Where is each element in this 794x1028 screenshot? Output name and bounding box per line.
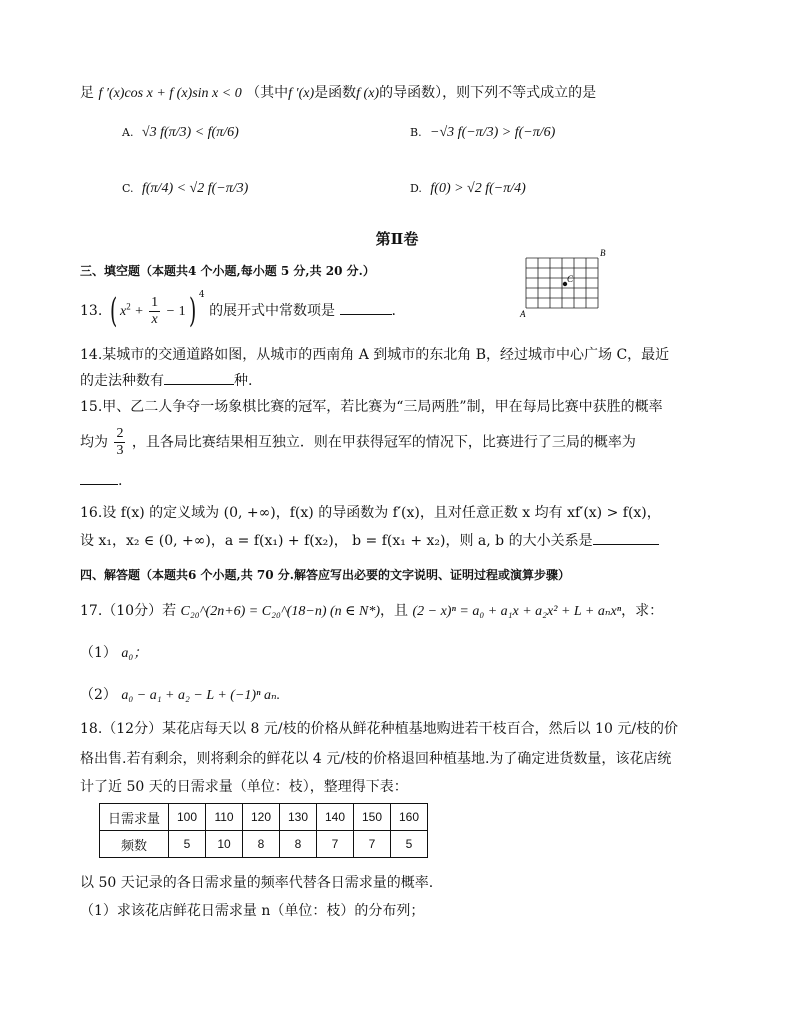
table-cell: 5: [391, 831, 428, 858]
label-a: A: [520, 309, 526, 318]
table-cell: 160: [391, 804, 428, 831]
q18-line-2: 格出售.若有剩余，则将剩余的鲜花以 4 元/枝的价格退回种植基地.为了确定进货数量，该花店统: [80, 751, 672, 767]
answer-blank-14[interactable]: [164, 370, 234, 385]
table-cell: 120: [243, 804, 280, 831]
table-row-frequency: [100, 831, 428, 858]
table-cell: 130: [280, 804, 317, 831]
q18-line-1: 18.（12分）某花店每天以 8 元/枝的价格从鲜花种植基地购进若干枝百合，然后以 10 元/枝的价: [80, 721, 679, 737]
table-cell: 140: [317, 804, 354, 831]
q17-expansion: (2 − x)ⁿ = a₀ + a₁x + a₂x² + L + aₙxⁿ: [412, 604, 622, 619]
road-grid-figure: [518, 248, 608, 318]
table-cell: 10: [206, 831, 243, 858]
q17-condition: C₂₀^(2n+6) = C₂₀^(18−n) (n ∈ N*): [180, 604, 381, 619]
q12-condition-formula: f ′(x)cos x + f (x)sin x < 0: [98, 86, 242, 101]
q16-line-1: 16.设 f(x) 的定义域为 (0, +∞)，f(x) 的导函数为 f′(x)，且对任意正数 x 均有 xf′(x) > f(x)，: [80, 505, 661, 521]
q12-condition-line: 足 f ′(x)cos x + f (x)sin x < 0 （其中f ′(x)是函数f (x)的导函数），则下列不等式成立的是: [80, 85, 597, 101]
option-a-text: √3 f(π/3) < f(π/6): [141, 125, 239, 140]
table-cell: 7: [317, 831, 354, 858]
table-header-demand: 日需求量: [100, 804, 169, 831]
option-c: C. f(π/4) < √2 f(−π/3): [122, 181, 249, 196]
option-b: B. −√3 f(−π/3) > f(−π/6): [410, 125, 556, 140]
table-cell: 5: [169, 831, 206, 858]
section-title: 第Ⅱ卷: [375, 230, 419, 248]
q14-line-1: 14.某城市的交通道路如图，从城市的西南角 A 到城市的东北角 B，经过城市中心广场 C，最近: [80, 347, 670, 363]
option-d-text: f(0) > √2 f(−π/4): [430, 181, 526, 196]
table-header-frequency: 频数: [100, 831, 169, 858]
part3-header: 三、填空题（本题共4 个小题,每小题 5 分,共 20 分.）: [80, 264, 375, 278]
answer-blank-13[interactable]: [340, 300, 392, 315]
q17-part-2: （2） a₀ − a₁ + a₂ − L + (−1)ⁿ aₙ.: [80, 687, 281, 703]
option-c-text: f(π/4) < √2 f(−π/3): [141, 181, 249, 196]
q18-part-1: （1）求该花店鲜花日需求量 n（单位：枝）的分布列；: [80, 903, 425, 919]
q18-line-3: 计了近 50 天的日需求量（单位：枝），整理得下表：: [80, 779, 408, 795]
part4-header: 四、解答题（本题共6 个小题,共 70 分.解答应写出必要的文字说明、证明过程或演算步骤）: [80, 568, 570, 582]
answer-blank-15[interactable]: [80, 470, 118, 485]
grid-lines: [526, 258, 598, 308]
table-cell: 100: [169, 804, 206, 831]
table-cell: 7: [354, 831, 391, 858]
q13-expression: $x^2$ + $\frac{1}{x}$ − 1: [119, 295, 186, 328]
q18-after-table: 以 50 天记录的各日需求量的频率代替各日需求量的概率.: [80, 875, 434, 891]
table-cell: 8: [243, 831, 280, 858]
table-cell: 8: [280, 831, 317, 858]
q15-line-2: 均为 $\frac{2}{3}$ ，且各局比赛结果相互独立．则在甲获得冠军的情况下，比赛进行了三局的概率为: [80, 426, 636, 458]
table-cell: 110: [206, 804, 243, 831]
q16-line-2: 设 x₁，x₂ ∈ (0, +∞)，a = f(x₁) + f(x₂)， b = f(x₁ + x₂)，则 a, b 的大小关系是: [80, 530, 659, 550]
answer-blank-16[interactable]: [593, 530, 659, 545]
table-row-demand: [100, 804, 428, 831]
question-13: 13. ( $x^2$ + $\frac{1}{x}$ − 1) $^4$ 的展开式中常数项是 .: [80, 290, 396, 331]
table-cell: 150: [354, 804, 391, 831]
q15-line-3: .: [80, 470, 122, 489]
label-c: C: [567, 274, 574, 284]
q14-line-2: 的走法种数有 种.: [80, 370, 252, 390]
q17-statement: 17.（10分）若 C₂₀^(2n+6) = C₂₀^(18−n) (n ∈ N*)，且 (2 − x)ⁿ = a₀ + a₁x + a₂x² + L + aₙxⁿ，求：: [80, 603, 664, 619]
option-b-text: −√3 f(−π/3) > f(−π/6): [430, 125, 556, 140]
option-a: A. √3 f(π/3) < f(π/6): [122, 125, 239, 140]
q17-part-1: （1） a₀；: [80, 645, 148, 661]
q15-line-1: 15.甲、乙二人争夺一场象棋比赛的冠军，若比赛为“三局两胜”制，甲在每局比赛中获胜的概率: [80, 399, 663, 415]
option-d: D. f(0) > √2 f(−π/4): [410, 181, 526, 196]
demand-frequency-table: [99, 803, 428, 858]
label-b: B: [600, 248, 606, 258]
